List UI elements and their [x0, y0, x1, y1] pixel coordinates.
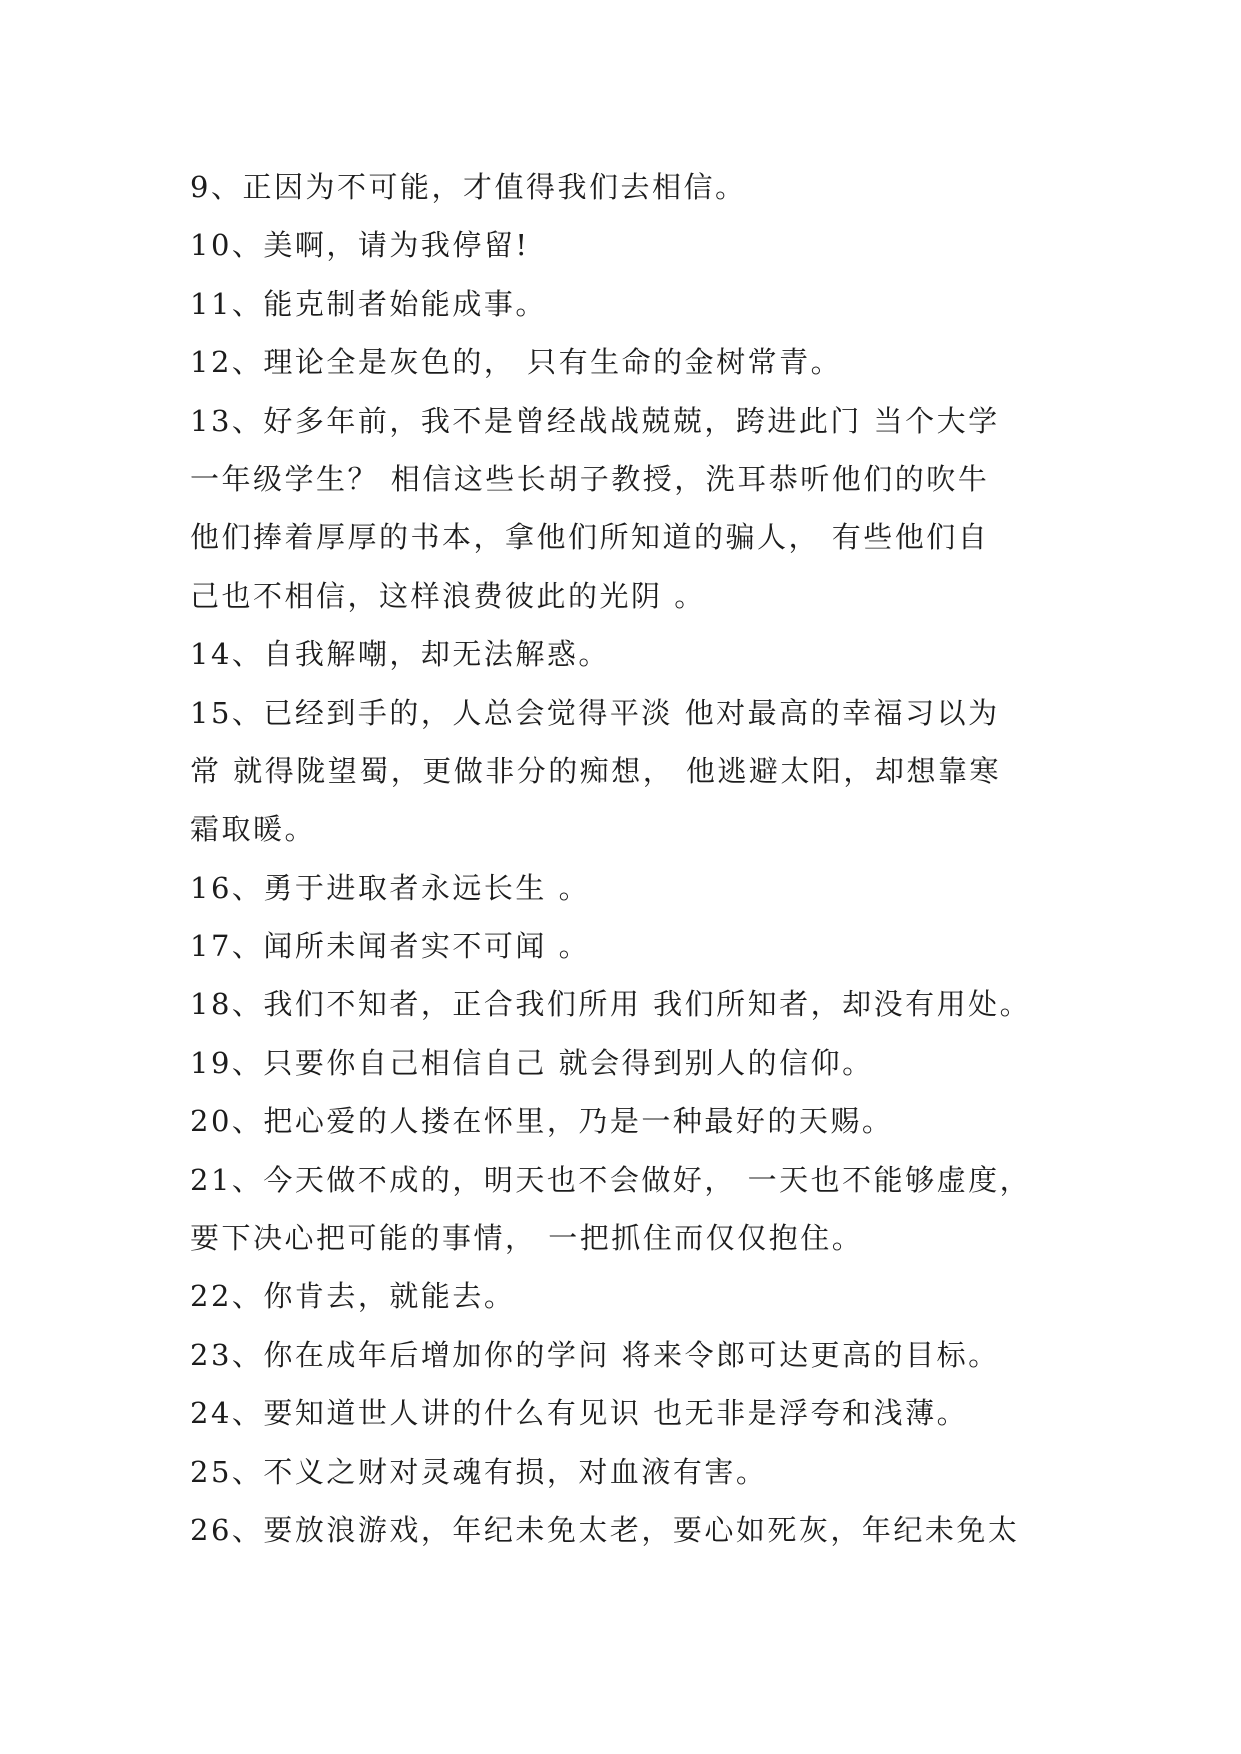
document-body: [190, 158, 1070, 1559]
text-line: 18、我们不知者，正合我们所用 我们所知者，却没有用处。: [190, 987, 1032, 1022]
text-line: 10、美啊，请为我停留!: [190, 228, 530, 263]
text-line: 21、今天做不成的，明天也不会做好， 一天也不能够虚度，: [190, 1162, 1032, 1197]
text-line: 19、只要你自己相信自己 就会得到别人的信仰。: [190, 1045, 874, 1080]
text-line: 常 就得陇望蜀，更做非分的痴想， 他逃避太阳，却想靠寒: [190, 753, 1001, 788]
text-line: 14、自我解嘲，却无法解惑。: [190, 637, 610, 672]
text-line: 霜取暖。: [190, 812, 317, 847]
text-line: 13、好多年前，我不是曾经战战兢兢，跨进此门 当个大学: [190, 403, 1000, 438]
text-line: 25、不义之财对灵魂有损，对血液有害。: [190, 1454, 768, 1489]
text-line: 己也不相信，这样浪费彼此的光阴 。: [190, 578, 706, 613]
text-line: 11、能克制者始能成事。: [190, 286, 547, 321]
text-line: 9、正因为不可能，才值得我们去相信。: [190, 170, 747, 204]
text-line: 15、已经到手的，人总会觉得平淡 他对最高的幸福习以为: [190, 695, 1000, 730]
text-line: 24、要知道世人讲的什么有见识 也无非是浮夸和浅薄。: [190, 1396, 969, 1431]
text-line: 17、闻所未闻者实不可闻 。: [190, 929, 591, 964]
text-line: 23、你在成年后增加你的学问 将来令郎可达更高的目标。: [190, 1337, 1000, 1372]
text-line: 16、勇于进取者永远长生 。: [190, 870, 591, 905]
text-line: 一年级学生？ 相信这些长胡子教授，洗耳恭听他们的吹牛: [190, 461, 990, 496]
text-line: 他们捧着厚厚的书本，拿他们所知道的骗人， 有些他们自: [190, 520, 990, 555]
text-line: 22、你肯去，就能去。: [190, 1279, 516, 1314]
text-line: 12、理论全是灰色的， 只有生命的金树常青。: [190, 345, 843, 380]
text-line: 20、把心爱的人搂在怀里，乃是一种最好的天赐。: [190, 1104, 894, 1139]
text-line: 26、要放浪游戏，年纪未免太老，要心如死灰，年纪未免太: [190, 1512, 1020, 1547]
text-line: 要下决心把可能的事情， 一把抓住而仅仅抱住。: [190, 1221, 864, 1256]
